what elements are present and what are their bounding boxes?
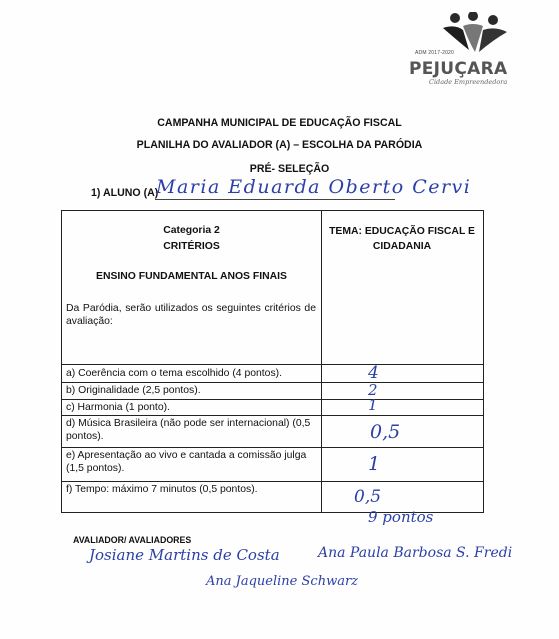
category-label: Categoria 2 — [163, 225, 220, 236]
evaluator-signature-2: Ana Paula Barbosa S. Fredi — [318, 545, 513, 561]
score-b: 2 — [368, 381, 378, 399]
criterion-f: f) Tempo: máximo 7 minutos (0,5 pontos). — [66, 484, 258, 495]
row-divider — [62, 447, 483, 448]
row-divider — [62, 415, 483, 416]
people-figures-icon — [433, 12, 513, 54]
row-divider — [62, 481, 483, 482]
score-a: 4 — [368, 363, 379, 383]
evaluation-table — [61, 210, 484, 513]
criterion-d: d) Música Brasileira (não pode ser internacional) (0,5 pontos). — [66, 418, 311, 442]
column-divider — [321, 211, 322, 512]
score-d: 0,5 — [370, 421, 401, 443]
evaluators-label: AVALIADOR/ AVALIADORES — [73, 535, 192, 545]
student-name-handwritten: Maria Eduarda Oberto Cervi — [156, 176, 472, 198]
evaluator-signature-1: Josiane Martins de Costa — [89, 546, 280, 564]
theme-title: TEMA: EDUCAÇÃO FISCAL E CIDADANIA — [329, 226, 475, 252]
criterion-e: e) Apresentação ao vivo e cantada a comissão julga (1,5 pontos). — [66, 450, 307, 474]
criterion-c: c) Harmonia (1 ponto). — [66, 402, 170, 413]
row-divider — [62, 382, 483, 383]
campaign-title: CAMPANHA MUNICIPAL DE EDUCAÇÃO FISCAL — [157, 117, 402, 129]
logo-name: PEJUÇARA — [409, 59, 508, 79]
score-f: 0,5 — [354, 487, 382, 507]
total-score: 9 pontos — [368, 508, 434, 526]
row-divider — [62, 364, 483, 365]
student-label: 1) ALUNO (A) — [91, 187, 159, 199]
logo-tagline: Cidade Empreendedora — [429, 78, 508, 86]
sheet-title: PLANILHA DO AVALIADOR (A) – ESCOLHA DA PARÓDIA — [136, 139, 423, 151]
score-e: 1 — [368, 453, 381, 475]
stage-title: PRÉ- SELEÇÃO — [249, 163, 330, 175]
criterion-b: b) Originalidade (2,5 pontos). — [66, 385, 201, 396]
row-divider — [62, 399, 483, 400]
criteria-title: CRITÉRIOS — [163, 241, 220, 252]
criteria-intro: Da Paródia, serão utilizados os seguintes critérios de avaliação: — [66, 303, 316, 327]
score-c: 1 — [368, 396, 378, 414]
logo-years: ADM 2017-2020 — [415, 50, 455, 56]
criterion-a: a) Coerência com o tema escolhido (4 pontos). — [66, 368, 283, 379]
student-name-underline — [155, 199, 395, 200]
school-level: ENSINO FUNDAMENTAL ANOS FINAIS — [96, 271, 287, 282]
evaluator-signature-3: Ana Jaqueline Schwarz — [206, 574, 359, 589]
pejucara-logo — [407, 12, 517, 84]
